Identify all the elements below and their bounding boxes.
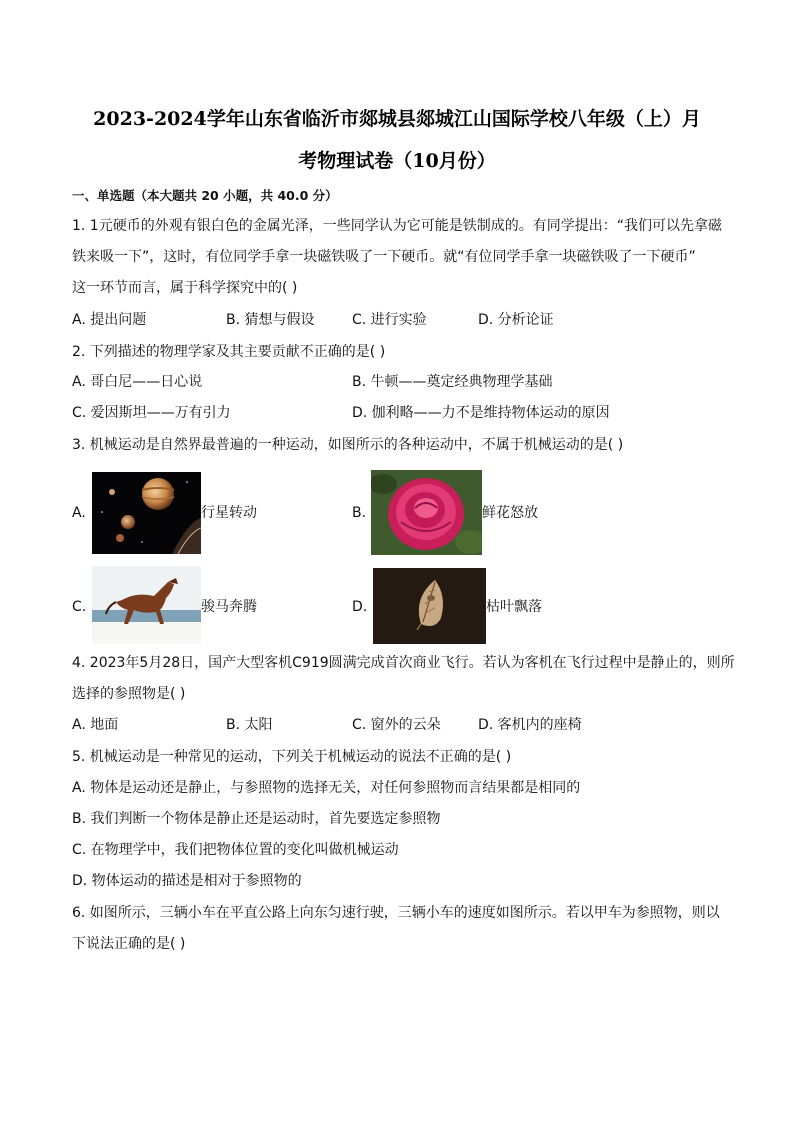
q2-option-b: B. 牛顿——奠定经典物理学基础 <box>352 374 553 390</box>
q4-option-d: D. 客机内的座椅 <box>478 717 582 733</box>
planets-image <box>92 472 201 554</box>
rose-image <box>371 470 482 555</box>
horse-image <box>92 566 201 644</box>
q3-option-d-caption: 枯叶飘落 <box>486 599 542 615</box>
q3-option-a-caption: 行星转动 <box>201 505 257 521</box>
q3-option-b-letter: B. <box>352 505 367 521</box>
q5-option-a: A. 物体是运动还是静止，与参照物的选择无关，对任何参照物而言结果都是相同的 <box>72 780 581 796</box>
q3-option-c-letter: C. <box>72 599 87 615</box>
q2-option-c: C. 爱因斯坦——万有引力 <box>72 405 231 421</box>
q4-line-2: 选择的参照物是( ) <box>72 686 186 702</box>
q3-line-1: 3. 机械运动是自然界最普遍的一种运动，如图所示的各种运动中，不属于机械运动的是( ) <box>72 437 624 453</box>
q3-option-d-letter: D. <box>352 599 368 615</box>
q1-line-1: 1. 1元硬币的外观有银白色的金属光泽，一些同学认为它可能是铁制成的。有同学提出：“我们可以先拿磁 <box>72 218 722 234</box>
q1-option-d: D. 分析论证 <box>478 312 554 328</box>
section-heading: 一、单选题（本大题共 20 小题，共 40.0 分） <box>72 188 338 203</box>
q4-option-a: A. 地面 <box>72 717 119 733</box>
document-title-line-1: 2023-2024学年山东省临沂市郯城县郯城江山国际学校八年级（上）月 <box>93 108 701 130</box>
q6-line-1: 6. 如图所示，三辆小车在平直公路上向东匀速行驶，三辆小车的速度如图所示。若以甲车为参照物，则以 <box>72 905 720 921</box>
q5-option-b: B. 我们判断一个物体是静止还是运动时，首先要选定参照物 <box>72 811 441 827</box>
q1-line-2: 铁来吸一下”，这时，有位同学手拿一块磁铁吸了一下硬币。就“有位同学手拿一块磁铁吸了一下硬币” <box>72 249 696 265</box>
q5-line-1: 5. 机械运动是一种常见的运动，下列关于机械运动的说法不正确的是( ) <box>72 749 512 765</box>
q2-option-a: A. 哥白尼——日心说 <box>72 374 203 390</box>
document-title-line-2: 考物理试卷（10月份） <box>298 150 496 172</box>
q3-option-c-caption: 骏马奔腾 <box>201 599 257 615</box>
q4-line-1: 4. 2023年5月28日，国产大型客机C919圆满完成首次商业飞行。若认为客机在飞行过程中是静止的，则所 <box>72 655 735 671</box>
q3-option-a-letter: A. <box>72 505 86 521</box>
q5-option-d: D. 物体运动的描述是相对于参照物的 <box>72 873 302 889</box>
q1-option-a: A. 提出问题 <box>72 312 147 328</box>
q1-option-b: B. 猜想与假设 <box>226 312 315 328</box>
q6-line-2: 下说法正确的是( ) <box>72 936 186 952</box>
q4-option-c: C. 窗外的云朵 <box>352 717 441 733</box>
leaf-image <box>373 568 486 644</box>
q5-option-c: C. 在物理学中，我们把物体位置的变化叫做机械运动 <box>72 842 399 858</box>
q4-option-b: B. 太阳 <box>226 717 273 733</box>
q2-line-1: 2. 下列描述的物理学家及其主要贡献不正确的是( ) <box>72 344 386 360</box>
q3-option-b-caption: 鲜花怒放 <box>482 505 538 521</box>
q2-option-d: D. 伽利略——力不是维持物体运动的原因 <box>352 405 610 421</box>
q1-option-c: C. 进行实验 <box>352 312 427 328</box>
q1-line-3: 这一环节而言，属于科学探究中的( ) <box>72 280 298 296</box>
